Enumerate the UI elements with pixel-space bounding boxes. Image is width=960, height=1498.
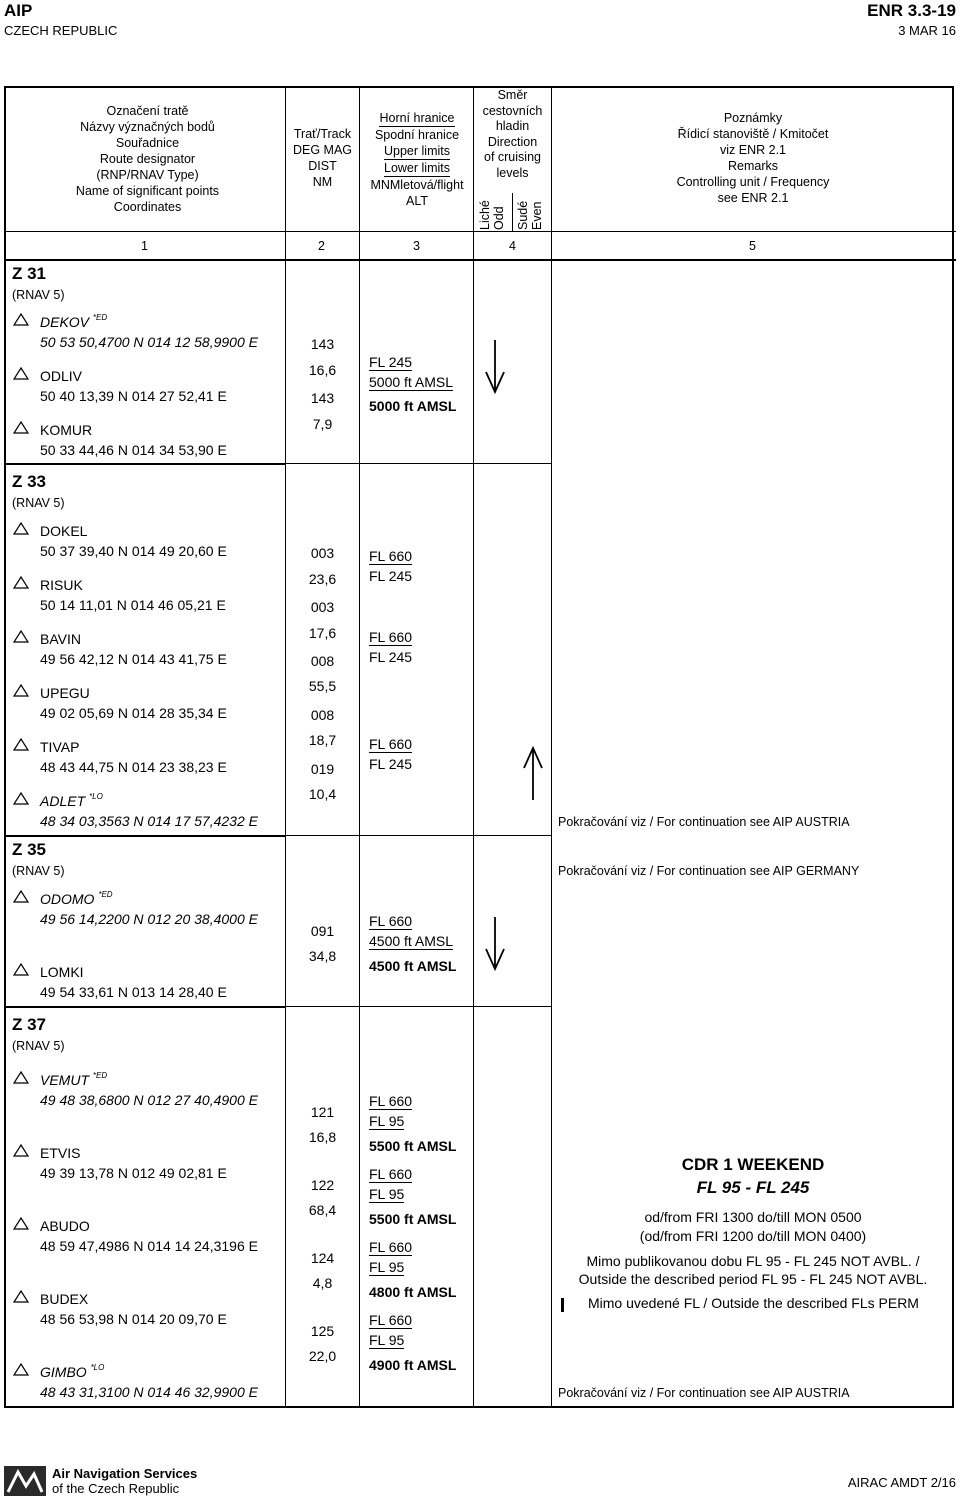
waypoint-triangle-icon (13, 792, 29, 805)
cdr-note-3: Mimo uvedené FL / Outside the described FLs PERM (588, 1295, 919, 1311)
point-name: ADLET $^{*LO}$ (40, 792, 103, 809)
distance: 16,6 (308, 362, 337, 378)
point-coord: 48 59 47,4986 N 014 14 24,3196 E (40, 1238, 258, 1254)
lower-limit: FL 245 (369, 649, 413, 665)
waypoint-triangle-icon (13, 421, 29, 434)
continuation-remark: Pokračování viz / For continuation see AIP AUSTRIA (558, 1386, 850, 1400)
col-number-5: 5 (749, 239, 756, 253)
point-coord: 49 39 13,78 N 012 49 02,81 E (40, 1165, 227, 1181)
lower-limit: FL 95 (369, 1186, 405, 1202)
upper-limit: FL 660 (369, 629, 413, 645)
mnm-alt: 5500 ft AMSL (369, 1211, 457, 1227)
track: 143 (310, 336, 335, 352)
cdr-note-1: Mimo publikovanou dobu FL 95 - FL 245 NOT AVBL. / (586, 1253, 920, 1269)
lower-limit: FL 95 (369, 1259, 405, 1275)
footer-amdt: AIRAC AMDT 2/16 (847, 1475, 956, 1490)
arrow-down-icon (483, 915, 507, 971)
distance: 22,0 (308, 1348, 337, 1364)
cdr-title: CDR 1 WEEKEND (681, 1155, 825, 1174)
distance: 34,8 (308, 948, 337, 964)
distance: 4,8 (312, 1275, 333, 1291)
track: 019 (310, 761, 335, 777)
point-name: BUDEX (40, 1291, 89, 1307)
cdr-fl: FL 95 - FL 245 (696, 1178, 810, 1197)
upper-limit: FL 660 (369, 736, 413, 752)
route-z37-type: (RNAV 5) (12, 1039, 65, 1053)
track: 008 (310, 707, 335, 723)
waypoint-triangle-icon (13, 738, 29, 751)
track: 091 (310, 923, 335, 939)
point-name: ABUDO (40, 1218, 90, 1234)
waypoint-triangle-icon (13, 684, 29, 697)
point-name: RISUK (40, 577, 83, 593)
waypoint-triangle-icon (13, 630, 29, 643)
header-col4-even: Sudé Even (516, 200, 544, 230)
point-coord: 50 53 50,4700 N 014 12 58,9900 E (40, 334, 258, 350)
col-number-2: 2 (318, 239, 325, 253)
track: 124 (310, 1250, 335, 1266)
upper-limit: FL 660 (369, 1166, 413, 1182)
upper-limit: FL 660 (369, 913, 413, 929)
point-coord: 50 37 39,40 N 014 49 20,60 E (40, 543, 227, 559)
point-name: GIMBO $^{*LO}$ (40, 1363, 105, 1380)
track: 003 (310, 545, 335, 561)
upper-limit: FL 660 (369, 1093, 413, 1109)
col-number-3: 3 (413, 239, 420, 253)
col-number-4: 4 (509, 239, 516, 253)
header-col3: Horní hranice Spodní hranice Upper limits Lower limits MNMletová/flight ALT (370, 111, 464, 208)
distance: 55,5 (308, 678, 337, 694)
lower-limit: 5000 ft AMSL (369, 374, 454, 390)
point-coord: 49 54 33,61 N 013 14 28,40 E (40, 984, 227, 1000)
point-coord: 48 34 03,3563 N 014 17 57,4232 E (40, 813, 258, 829)
distance: 10,4 (308, 786, 337, 802)
distance: 23,6 (308, 571, 337, 587)
waypoint-triangle-icon (13, 576, 29, 589)
waypoint-triangle-icon (13, 522, 29, 535)
route-z33: Z 33 (12, 472, 47, 491)
route-z35-type: (RNAV 5) (12, 864, 65, 878)
point-coord: 48 56 53,98 N 014 20 09,70 E (40, 1311, 227, 1327)
footer-org-1: Air Navigation Services (52, 1466, 198, 1481)
arrow-down-icon (483, 338, 507, 394)
change-bar (561, 1298, 564, 1312)
track: 121 (310, 1104, 335, 1120)
point-name: BAVIN (40, 631, 81, 647)
point-coord: 48 43 31,3100 N 014 46 32,9900 E (40, 1384, 258, 1400)
point-name: UPEGU (40, 685, 90, 701)
upper-limit: FL 660 (369, 1239, 413, 1255)
point-name: LOMKI (40, 964, 84, 980)
route-z31-type: (RNAV 5) (12, 288, 65, 302)
distance: 68,4 (308, 1202, 337, 1218)
point-coord: 49 56 42,12 N 014 43 41,75 E (40, 651, 227, 667)
track: 008 (310, 653, 335, 669)
point-coord: 50 40 13,39 N 014 27 52,41 E (40, 388, 227, 404)
point-name: TIVAP (40, 739, 80, 755)
upper-limit: FL 660 (369, 548, 413, 564)
cdr-time-1: od/from FRI 1300 do/till MON 0500 (644, 1209, 862, 1225)
point-name: VEMUT $^{*ED}$ (40, 1071, 108, 1088)
waypoint-triangle-icon (13, 1290, 29, 1303)
point-name: DEKOV $^{*ED}$ (40, 313, 108, 330)
ans-logo-icon (4, 1466, 46, 1496)
route-z35: Z 35 (12, 840, 47, 859)
mnm-alt: 4800 ft AMSL (369, 1284, 457, 1300)
point-coord: 49 02 05,69 N 014 28 35,34 E (40, 705, 227, 721)
header-col4-odd: Liché Odd (478, 200, 506, 230)
point-name: ODLIV (40, 368, 83, 384)
col-number-1: 1 (141, 239, 148, 253)
lower-limit: FL 95 (369, 1332, 405, 1348)
distance: 17,6 (308, 625, 337, 641)
track: 122 (310, 1177, 335, 1193)
point-coord: 50 33 44,46 N 014 34 53,90 E (40, 442, 227, 458)
doc-date: 3 MAR 16 (898, 23, 956, 38)
mnm-alt: 5000 ft AMSL (369, 398, 457, 414)
point-coord: 48 43 44,75 N 014 23 38,23 E (40, 759, 227, 775)
arrow-up-icon (521, 746, 545, 802)
distance: 18,7 (308, 732, 337, 748)
track: 143 (310, 390, 335, 406)
doc-subtitle-left: CZECH REPUBLIC (4, 23, 118, 38)
doc-title-left: AIP (4, 1, 33, 20)
point-coord: 49 48 38,6800 N 012 27 40,4900 E (40, 1092, 258, 1108)
waypoint-triangle-icon (13, 1071, 29, 1084)
continuation-remark: Pokračování viz / For continuation see AIP AUSTRIA (558, 815, 850, 829)
distance: 7,9 (312, 416, 333, 432)
waypoint-triangle-icon (13, 1217, 29, 1230)
lower-limit: FL 95 (369, 1113, 405, 1129)
header-col4: Směr cestovních hladin Direction of cruising levels (482, 88, 543, 180)
header-col5: Poznámky Řídicí stanoviště / Kmitočet viz ENR 2.1 Remarks Controlling unit / Frequency see ENR 2.1 (676, 111, 830, 205)
continuation-remark: Pokračování viz / For continuation see AIP GERMANY (558, 864, 860, 878)
cdr-time-2: (od/from FRI 1200 do/till MON 0400) (639, 1228, 867, 1244)
header-col2: Trať/Track DEG MAG DIST NM (292, 127, 353, 189)
waypoint-triangle-icon (13, 313, 29, 326)
point-name: ETVIS (40, 1145, 81, 1161)
route-z31: Z 31 (12, 264, 47, 283)
lower-limit: FL 245 (369, 568, 413, 584)
route-z33-type: (RNAV 5) (12, 496, 65, 510)
upper-limit: FL 660 (369, 1312, 413, 1328)
point-coord: 49 56 14,2200 N 012 20 38,4000 E (40, 911, 258, 927)
header-col1: Označení tratě Názvy význačných bodů Souřadnice Route designator (RNP/RNAV Type) Name of significant points Coordinates (75, 104, 220, 214)
lower-limit: FL 245 (369, 756, 413, 772)
waypoint-triangle-icon (13, 1363, 29, 1376)
waypoint-triangle-icon (13, 367, 29, 380)
waypoint-triangle-icon (13, 963, 29, 976)
track: 003 (310, 599, 335, 615)
lower-limit: 4500 ft AMSL (369, 933, 454, 949)
waypoint-triangle-icon (13, 1144, 29, 1157)
upper-limit: FL 245 (369, 354, 413, 370)
point-coord: 50 14 11,01 N 014 46 05,21 E (40, 597, 226, 613)
mnm-alt: 4900 ft AMSL (369, 1357, 457, 1373)
mnm-alt: 5500 ft AMSL (369, 1138, 457, 1154)
cdr-note-2: Outside the described period FL 95 - FL 245 NOT AVBL. (578, 1271, 928, 1287)
doc-page-ref: ENR 3.3-19 (867, 1, 956, 20)
point-name: DOKEL (40, 523, 88, 539)
point-name: ODOMO $^{*ED}$ (40, 890, 113, 907)
point-name: KOMUR (40, 422, 93, 438)
route-z37: Z 37 (12, 1015, 47, 1034)
distance: 16,8 (308, 1129, 337, 1145)
footer-org-2: of the Czech Republic (52, 1481, 180, 1496)
track: 125 (310, 1323, 335, 1339)
waypoint-triangle-icon (13, 890, 29, 903)
mnm-alt: 4500 ft AMSL (369, 958, 457, 974)
